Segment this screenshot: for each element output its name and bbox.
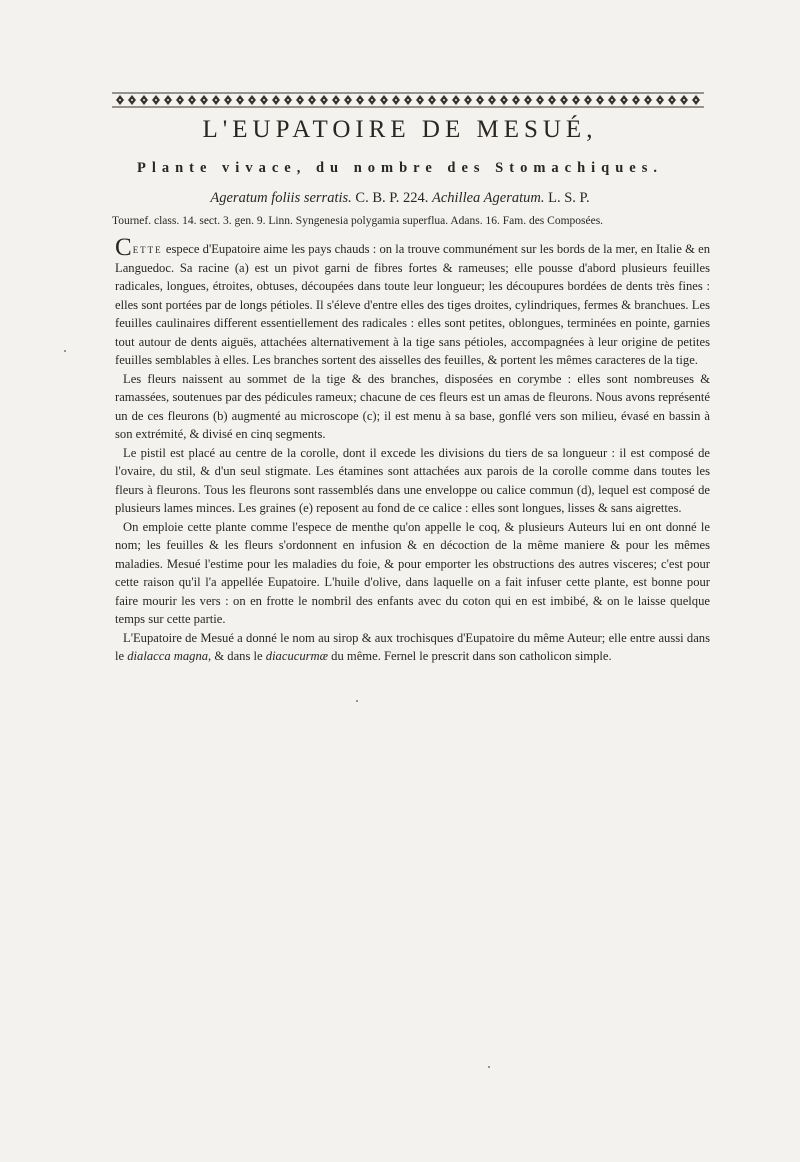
paragraph-5-italic-2: diacucurmæ — [265, 649, 329, 663]
paragraph-5-italic-1: dialacca magna — [127, 649, 209, 663]
ornament-motif — [500, 95, 508, 105]
ornament-motif — [320, 95, 328, 105]
ornament-motif — [116, 95, 124, 105]
ornament-motif — [416, 95, 424, 105]
decorative-ornament-band — [112, 88, 704, 112]
smallcaps-lead: ette — [132, 242, 163, 256]
ornament-motif — [692, 95, 700, 105]
ornament-motif — [284, 95, 292, 105]
ornament-motif — [620, 95, 628, 105]
paper-speck — [488, 1066, 490, 1068]
ornament-motif — [236, 95, 244, 105]
ornament-motif — [368, 95, 376, 105]
ornament-motif — [248, 95, 256, 105]
ornament-motif — [224, 95, 232, 105]
ornament-motif — [608, 95, 616, 105]
paper-speck — [356, 700, 358, 702]
ornament-motif — [212, 95, 220, 105]
ornament-motif — [140, 95, 148, 105]
ornament-motif — [128, 95, 136, 105]
ornament-motif — [260, 95, 268, 105]
ornament-motif — [380, 95, 388, 105]
ornament-motif — [296, 95, 304, 105]
paragraph-1 — [115, 234, 710, 370]
ornament-motif — [560, 95, 568, 105]
synonym-name-1: Ageratum foliis serratis. — [210, 190, 352, 206]
page-subtitle: Plante vivace, du nombre des Stomachiques. — [136, 160, 664, 176]
paper-speck — [64, 350, 66, 352]
body-text — [115, 234, 710, 666]
ornament-motif — [644, 95, 652, 105]
paragraph-3: Le pistil est placé au centre de la corolle, dont il excede les divisions du tiers de sa longueur : il est composé de l'ovaire, du stil, & d'un seul stigmate. Les étamines sont attachées aux parois de la corolle comme dans toutes les fleurs à fleurons. Tous les fleurons sont rassemblés dans une enveloppe ou calice commun (d), lequel est composé de plusieurs lames minces. Les graines (e) reposent au fond de ce calice : elles sont longues, lisses & sans aigrettes. — [115, 445, 710, 515]
ornament-motif — [488, 95, 496, 105]
ornament-motif — [404, 95, 412, 105]
ornament-motif — [680, 95, 688, 105]
drop-capital: C — [115, 234, 133, 261]
paragraph-5 — [115, 629, 710, 666]
ornament-motif — [536, 95, 544, 105]
ornament-motif — [392, 95, 400, 105]
page-title: L'EUPATOIRE DE MESUÉ, — [202, 116, 598, 143]
ornament-motif — [440, 95, 448, 105]
ornament-motif — [452, 95, 460, 105]
ornament-motif — [200, 95, 208, 105]
ornament-motif — [524, 95, 532, 105]
ornament-motif — [428, 95, 436, 105]
ornament-motif — [356, 95, 364, 105]
ornament-motif — [464, 95, 472, 105]
ornament-motif — [512, 95, 520, 105]
ornament-motif — [272, 95, 280, 105]
ornament-motif — [152, 95, 160, 105]
botanical-synonym-line — [0, 190, 800, 207]
paragraph-5-text-b: , & dans le — [208, 649, 266, 663]
ornament-motif — [476, 95, 484, 105]
ornament-motif — [632, 95, 640, 105]
ornament-motif — [308, 95, 316, 105]
ornament-motif — [668, 95, 676, 105]
ornament-motif — [188, 95, 196, 105]
paragraph-2: Les fleurs naissent au sommet de la tige & des branches, disposées en corymbe : elles sont nombreuses & ramassées, soutenues par des pédicules rameux; chacune de ces fleurs est un amas de fleurons. Nous avons représenté un de ces fleurons (b) augmenté au microscope (c); il est menu à sa base, gonflé vers son milieu, évasé en bassin à son extrémité, & divisé en cinq segments. — [115, 371, 710, 441]
synonym-name-2: Achillea Ageratum. — [431, 190, 545, 206]
ornament-motif — [164, 95, 172, 105]
ornament-motif — [176, 95, 184, 105]
ornament-motif — [332, 95, 340, 105]
paragraph-5-text-c: du même. Fernel le prescrit dans son catholicon simple. — [328, 649, 612, 663]
ornament-motif — [656, 95, 664, 105]
ornament-motif — [572, 95, 580, 105]
ornament-motif — [344, 95, 352, 105]
bibliographic-reference: Tournef. class. 14. sect. 3. gen. 9. Linn. Syngenesia polygamia superflua. Adans. 16. Fam. des Composées. — [112, 215, 604, 227]
synonym-ref-1: C. B. P. 224. — [355, 190, 429, 206]
paragraph-4: On emploie cette plante comme l'espece de menthe qu'on appelle le coq, & plusieurs Auteurs lui en ont donné le nom; les feuilles & les fleurs s'ordonnent en infusion & en décoction de la même maniere & pour les mêmes maladies. Mesué l'estime pour les maladies du foie, & pour emporter les obstructions des autres visceres; c'est pour cette raison qu'il l'a appellée Eupatoire. L'huile d'olive, dans laquelle on a fait infuser cette plante, est bonne pour faire mourir les vers : on en frotte le nombril des enfants avec du coton qui en est imbibé, & on le laisse quelque temps sur cette partie. — [115, 519, 710, 626]
ornament-motif — [584, 95, 592, 105]
synonym-ref-2: L. S. P. — [548, 190, 590, 206]
ornament-motif — [548, 95, 556, 105]
paragraph-5-text-a: L'Eupatoire de Mesué a donné le nom au sirop & aux trochisques d'Eupatoire du même Auteur; elle entre aussi dans le — [115, 630, 710, 663]
ornament-motif — [596, 95, 604, 105]
paragraph-1-text: espece d'Eupatoire aime les pays chauds : on la trouve communément sur les bords de la mer, en Italie & en Languedoc. Sa racine (a) est un pivot garni de fibres fortes & rameuses; elle pousse d'abord plusieurs feuilles radicales, longues, étroites, obtuses, découpées dans toute leur longueur; les découpures bordées de dents très fines : elles sont portées par de longs pétioles. Il s'éleve d'entre elles des tiges droites, cylindriques, fermes & branchues. Les feuilles caulinaires different essentiellement des radicales : elles sont petites, oblongues, terminées en pointe, garnies tout autour de dents aiguës, attachées alternativement à la tige sans pétioles, accompagnées à leur origine de petites feuilles semblables à elles. Les branches sortent des aisselles des feuilles, & portent les mêmes caracteres de la tige. — [115, 242, 710, 367]
